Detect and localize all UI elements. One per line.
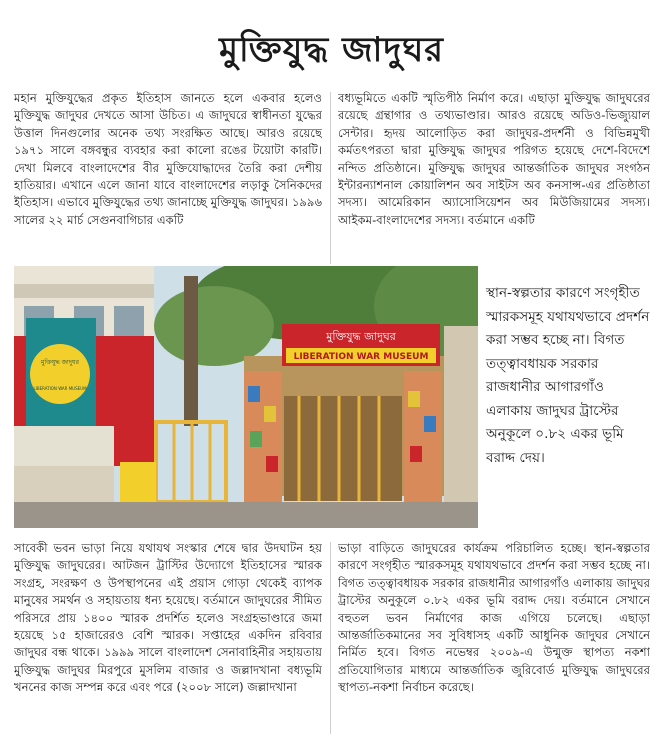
article-column-3: সাবেকী ভবন ভাড়া নিয়ে যথাযথ সংস্কার শেষে দ্বার উদঘাটন হয় মুক্তিযুদ্ধ জাদুঘরের। আটজন ট্রাস্টির উদ্যোগে ইতিহাসের স্মারক সংগ্রহ, সংরক্ষণ ও উপস্থাপনের এই প্রয়াস গোড়া থেকেই ব্যাপক মানুষের সমর্থন ও সহায়তায় ধন্য হয়েছে। বর্তমানে জাদুঘরের সীমিত পরিসরে প্রায় ১৪০০ স্মারক প্রদর্শিত হলেও সংগ্রহভাণ্ডারে জমা হয়েছে ১৫ হাজারেরও বেশি স্মারক। সপ্তাহের একদিন রবিবার জাদুঘর বন্ধ থাকে। ১৯৯৯ সালে বাংলাদেশ সেনাবাহিনীর সহায়তায় মুক্তিযুদ্ধ জাদুঘর মিরপুরে মুসলিম বাজার ও জল্লাদখানা বধ্যভূমি খননের কাজ সম্পন্ন করে এবং পরে (২০০৮ সালে) জল্লাদখানা [14, 541, 322, 695]
article-column-1: মহান মুক্তিযুদ্ধের প্রকৃত ইতিহাস জানতে হলে একবার হলেও মুক্তিযুদ্ধ জাদুঘর দেখতে আসা উচিত। এ জাদুঘরে স্বাধীনতা যুদ্ধের উত্তাল দিনগুলোর অনেক তথ্য সংরক্ষিত আছে। আরও রয়েছে ১৯৭১ সালে বঙ্গবন্ধুর ব্যবহার করা কালো রঙের টয়োটা কারটি। দেখা মিলবে বাংলাদেশের বীর মুক্তিযোদ্ধাদের তৈরি করা দেশীয় হাতিয়ার। এখানে এলে জানা যাবে বাংলাদেশের লড়াকু সৈনিকদের ইতিহাস। এভাবে মুক্তিযুদ্ধের তথ্য জানাচ্ছে মুক্তিযুদ্ধ জাদুঘর। ১৯৯৬ সালের ২২ মার্চ সেগুনবাগিচার একটি [14, 91, 322, 227]
column-divider-top [330, 92, 331, 264]
museum-photo [14, 266, 478, 528]
article-column-4: ভাড়া বাড়িতে জাদুঘরের কার্যক্রম পরিচালিত হচ্ছে। স্থান-স্বল্পতার কারণে সংগৃহীত স্মারকসমূহ যথাযথভাবে প্রদর্শন করা সম্ভব হচ্ছে না। বিগত তত্ত্বাবধায়ক সরকার রাজধানীর আগারগাঁও এলাকায় জাদুঘর ট্রাস্টের অনুকূলে ০.৮২ একর ভূমি বরাদ্দ দেয়। বর্তমানে সেখানে বহুতল ভবন নির্মাণের কাজ এগিয়ে চলেছে। এছাড়া আন্তর্জাতিকমানের সব সুবিধাসহ একটি আধুনিক জাদুঘর সেখানে নির্মিত হবে। বিগত নভেম্বর ২০০৯-এ উন্মুক্ত স্থাপত্য নকশা প্রতিযোগিতার মাধ্যমে আন্তর্জাতিক জুরিবোর্ড মুক্তিযুদ্ধ জাদুঘরের স্থাপত্য-নকশা নির্বাচন করেছে। [338, 541, 650, 695]
article-column-2: বধ্যভূমিতে একটি স্মৃতিপীঠ নির্মাণ করে। এছাড়া মুক্তিযুদ্ধ জাদুঘরের রয়েছে গ্রন্থাগার ও তথ্যভাণ্ডার। আরও রয়েছে অডিও-ভিজ্যুয়াল সেন্টার। হৃদয় আলোড়িত করা জাদুঘর-প্রদর্শনী ও বিভিন্নমুখী কর্মতৎপরতা দ্বারা মুক্তিযুদ্ধ জাদুঘর পরিগত হয়েছে দেশে-বিদেশে নন্দিত প্রতিষ্ঠানে। মুক্তিযুদ্ধ জাদুঘর আন্তর্জাতিক জাদুঘর সংগঠন ইন্টারন্যাশনাল কোয়ালিশন অব সাইটস অব কনসান্স-এর প্রতিষ্ঠাতা সদস্য। আমেরিকান অ্যাসোসিয়েশন অব মিউজিয়ামের সদস্য। আইকম-বাংলাদেশের সদস্য। বর্তমানে একটি [338, 91, 650, 227]
pull-quote: স্থান-স্বল্পতার কারণে সংগৃহীত স্মারকসমূহ যথাযথভাবে প্রদর্শন করা সম্ভব হচ্ছে না। বিগত তত্ত্বাবধায়ক সরকার রাজধানীর আগারগাঁও এলাকায় জাদুঘর ট্রাস্টের অনুকূলে ০.৮২ একর ভূমি বরাদ্দ দেয়। [486, 285, 650, 466]
sign-text-bangla: মুক্তিযুদ্ধ জাদুঘর [326, 330, 396, 343]
banner-text-bangla: মুক্তিযুদ্ধ জাদুঘর [41, 359, 79, 366]
column-divider-bottom [330, 542, 331, 734]
sign-text-english: LIBERATION WAR MUSEUM [293, 352, 429, 362]
page-title: মুক্তিযুদ্ধ জাদুঘর [219, 30, 444, 70]
banner-text-english: LIBERATION WAR MUSEUM [33, 386, 87, 391]
